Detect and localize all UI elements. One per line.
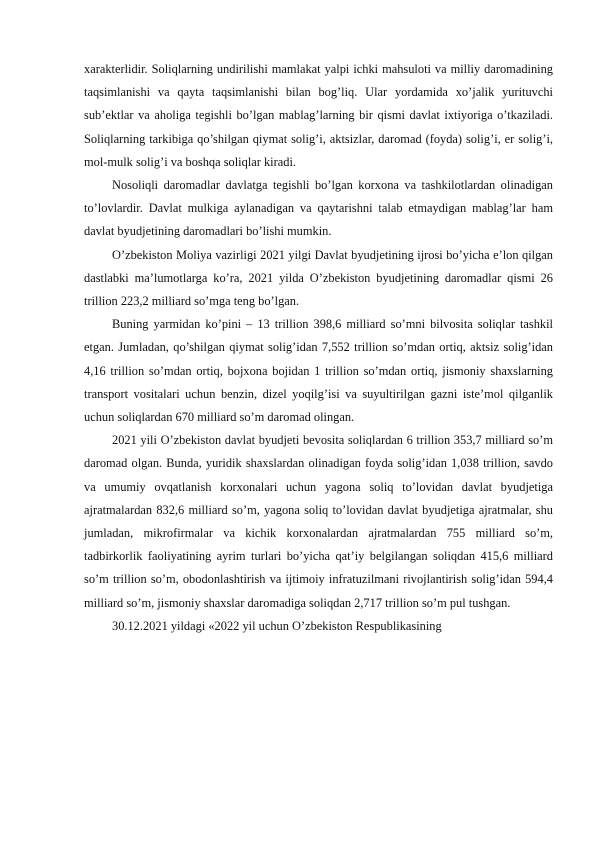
paragraph-indirect-taxes: Buning yarmidan ko’pini – 13 trillion 398,6 milliard so’mni bilvosita soliqlar tashkil etgan. Jumladan, qo’shilgan qiymat solig’idan 7,552 trillion so’mdan ortiq, aktsiz solig’idan 4,16 trillion so’mdan ortiq, bojxona bojidan 1 trillion so’mdan ortiq, jismoniy shaxslarning transport vositalari uchun benzin, dizel yoqilg’isi va suyultirilgan gazni iste’mol qilganlik uchun soliqlardan 670 milliard so’m daromad olingan. [84,317,553,425]
paragraph-direct-taxes: 2021 yili O’zbekiston davlat byudjeti bevosita soliqlardan 6 trillion 353,7 milliard so’m daromad olgan. Bunda, yuridik shaxslardan olinadigan foyda solig’idan 1,038 trillion, savdo va umumiy ovqatlanish korxonalari uchun yagona soliq to’lovidan davlat byudjetiga ajratmalardan 832,6 milliard so’m, yagona soliq to’lovidan davlat byudjetiga ajratmalar, shu jumladan, mikrofirmalar va kichik korxonalardan ajratmalardan 755 milliard so’m, tadbirkorlik faoliyatining ayrim turlari bo’yicha qat’iy belgilangan soliqdan 415,6 milliard so’m trillion so’m, obodonlashtirish va ijtimoiy infratuzilmani rivojlantirish solig’idan 594,4 milliard so’m, jismoniy shaxslar daromadiga soliqdan 2,717 trillion so’m pul tushgan. [84,433,553,610]
paragraph-law-reference: 30.12.2021 yildagi «2022 yil uchun O’zbekiston Respublikasining [112,618,442,633]
paragraph-non-tax-revenue: Nosoliqli daromadlar davlatga tegishli bo’lgan korxona va tashkilotlardan olinadigan to’lovlardir. Davlat mulkiga aylanadigan va qaytarishni talab etmaydigan mablag’lar ham davlat byudjetining daromadlari bo’lishi mumkin. [84,178,553,239]
paragraph-taxes-overview: xarakterlidir. Soliqlarning undirilishi mamlakat yalpi ichki mahsuloti va milliy daromadining taqsimlanishi va qayta taqsimlanishi bilan bog’liq. Ular yordamida xo’jalik yurituvchi sub’ektlar va aholiga tegishli bo’lgan mablag’larning bir qismi davlat ixtiyoriga o’tkaziladi. Soliqlarning tarkibiga qo’shilgan qiymat solig’i, aktsizlar, daromad (foyda) solig’i, er solig’i, mol-mulk solig’i va boshqa soliqlar kiradi. [84,62,553,169]
body-text [84,58,553,638]
paragraph-budget-revenue-2021: O’zbekiston Moliya vazirligi 2021 yilgi Davlat byudjetining ijrosi bo’yicha e’lon qilgan dastlabki ma’lumotlarga ko’ra, 2021 yilda O’zbekiston byudjetining daromadlar qismi 26 trillion 223,2 milliard so’mga teng bo’lgan. [84,247,553,309]
